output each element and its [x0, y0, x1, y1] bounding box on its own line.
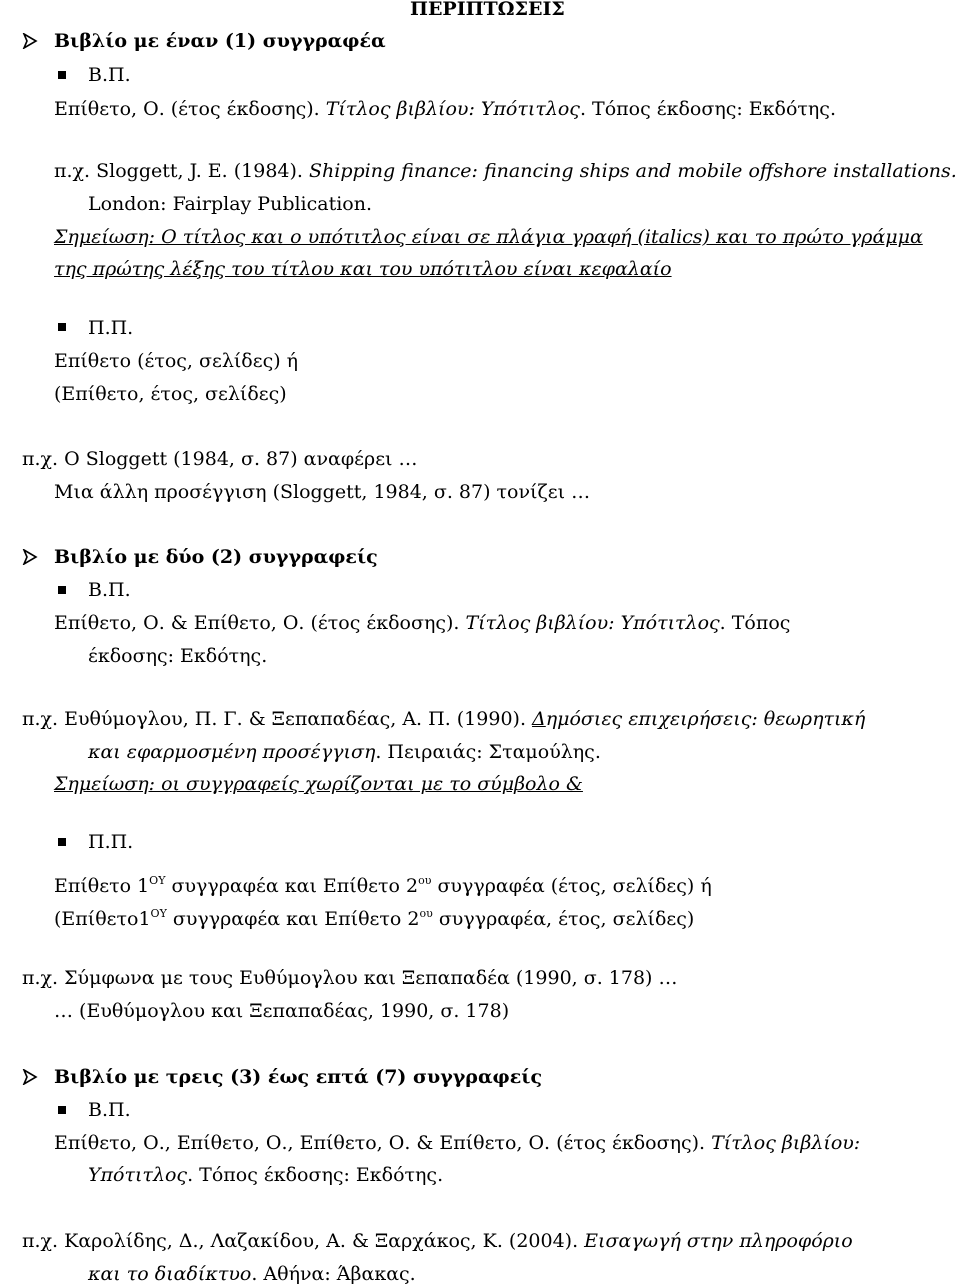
square-bullet-icon [58, 838, 66, 846]
example-reference: π.χ. Sloggett, J. E. (1984). Shipping finance: financing ships and mobile offshore installations. [54, 160, 957, 182]
section-heading-one-author: Βιβλίο με έναν (1) συγγραφέα [54, 30, 386, 52]
citation-example-1: π.χ. Ο Sloggett (1984, σ. 87) αναφέρει … [22, 448, 418, 470]
section-heading-three-to-seven-authors: Βιβλίο με τρεις (3) έως επτά (7) συγγραφείς [54, 1066, 543, 1088]
citation-format-2: ($E\pi ί\theta\varepsilon\tau o1^{O\Upsilon}$ συγγραφέα και Επίθετο $2^{o\upsilon}$ συγγραφέα, έτος, σελίδες) [54, 907, 695, 930]
square-bullet-icon [58, 323, 66, 331]
square-bullet-icon [58, 71, 66, 79]
bp-label: Β.Π. [88, 1099, 131, 1121]
reference-format-cont: έκδοσης: Εκδότης. [88, 645, 268, 667]
note-line: Σημείωση: οι συγγραφείς χωρίζονται με το σύμβολο & [54, 773, 583, 795]
note-line-1: Σημείωση: Ο τίτλος και ο υπότιτλος είναι σε πλάγια γραφή (italics) και το πρώτο γράμμα [54, 226, 923, 248]
page-title: ΠΕΡΙΠΤΩΣΕΙΣ [410, 0, 565, 20]
arrow-bullet-icon [22, 33, 38, 49]
citation-example-2: Μια άλλη προσέγγιση (Sloggett, 1984, σ. 87) τονίζει … [54, 481, 591, 503]
arrow-bullet-icon [22, 1069, 38, 1085]
square-bullet-icon [58, 586, 66, 594]
pp-label: Π.Π. [88, 317, 134, 339]
example-reference-cont: και εφαρμοσμένη προσέγγιση. Πειραιάς: Σταμούλης. [88, 741, 601, 763]
example-reference-cont: London: Fairplay Publication. [88, 193, 373, 215]
citation-format-1: Επίθετο (έτος, σελίδες) ή [54, 350, 299, 372]
reference-format: Επίθετο, Ο., Επίθετο, Ο., Επίθετο, Ο. & Επίθετο, Ο. (έτος έκδοσης). Τίτλος βιβλίου: [54, 1132, 861, 1154]
citation-format-2: (Επίθετο, έτος, σελίδες) [54, 383, 287, 405]
reference-format: Επίθετο, Ο. (έτος έκδοσης). Τίτλος βιβλίου: Υπότιτλος. Τόπος έκδοσης: Εκδότης. [54, 98, 836, 120]
citation-format-1: Επίθετο $1^{O\Upsilon}$ συγγραφέα και Επίθετο $2^{o\upsilon}$ συγγραφέα (έτος, σελίδες) ή [54, 874, 712, 897]
reference-format: Επίθετο, Ο. & Επίθετο, Ο. (έτος έκδοσης). Τίτλος βιβλίου: Υπότιτλος. Τόπος [54, 612, 791, 634]
example-reference: π.χ. Καρολίδης, Δ., Λαζακίδου, Α. & Ξαρχάκος, Κ. (2004). Εισαγωγή στην πληροφόριο [22, 1230, 853, 1252]
reference-format-cont: Υπότιτλος. Τόπος έκδοσης: Εκδότης. [88, 1164, 444, 1186]
note-line-2: της πρώτης λέξης του τίτλου και του υπότιτλου είναι κεφαλαίο [54, 258, 672, 280]
bp-label: Β.Π. [88, 579, 131, 601]
bp-label: Β.Π. [88, 64, 131, 86]
section-heading-two-authors: Βιβλίο με δύο (2) συγγραφείς [54, 546, 378, 568]
citation-example-2: … (Ευθύμογλου και Ξεπαπαδέας, 1990, σ. 178) [54, 1000, 510, 1022]
example-reference: π.χ. Ευθύμογλου, Π. Γ. & Ξεπαπαδέας, Α. Π. (1990). Δημόσιες επιχειρήσεις: θεωρητική [22, 708, 866, 730]
pp-label: Π.Π. [88, 831, 134, 853]
arrow-bullet-icon [22, 549, 38, 565]
citation-example-1: π.χ. Σύμφωνα με τους Ευθύμογλου και Ξεπαπαδέα (1990, σ. 178) … [22, 967, 678, 989]
square-bullet-icon [58, 1106, 66, 1114]
example-reference-cont: και το διαδίκτυο. Αθήνα: Άβακας. [88, 1263, 416, 1285]
